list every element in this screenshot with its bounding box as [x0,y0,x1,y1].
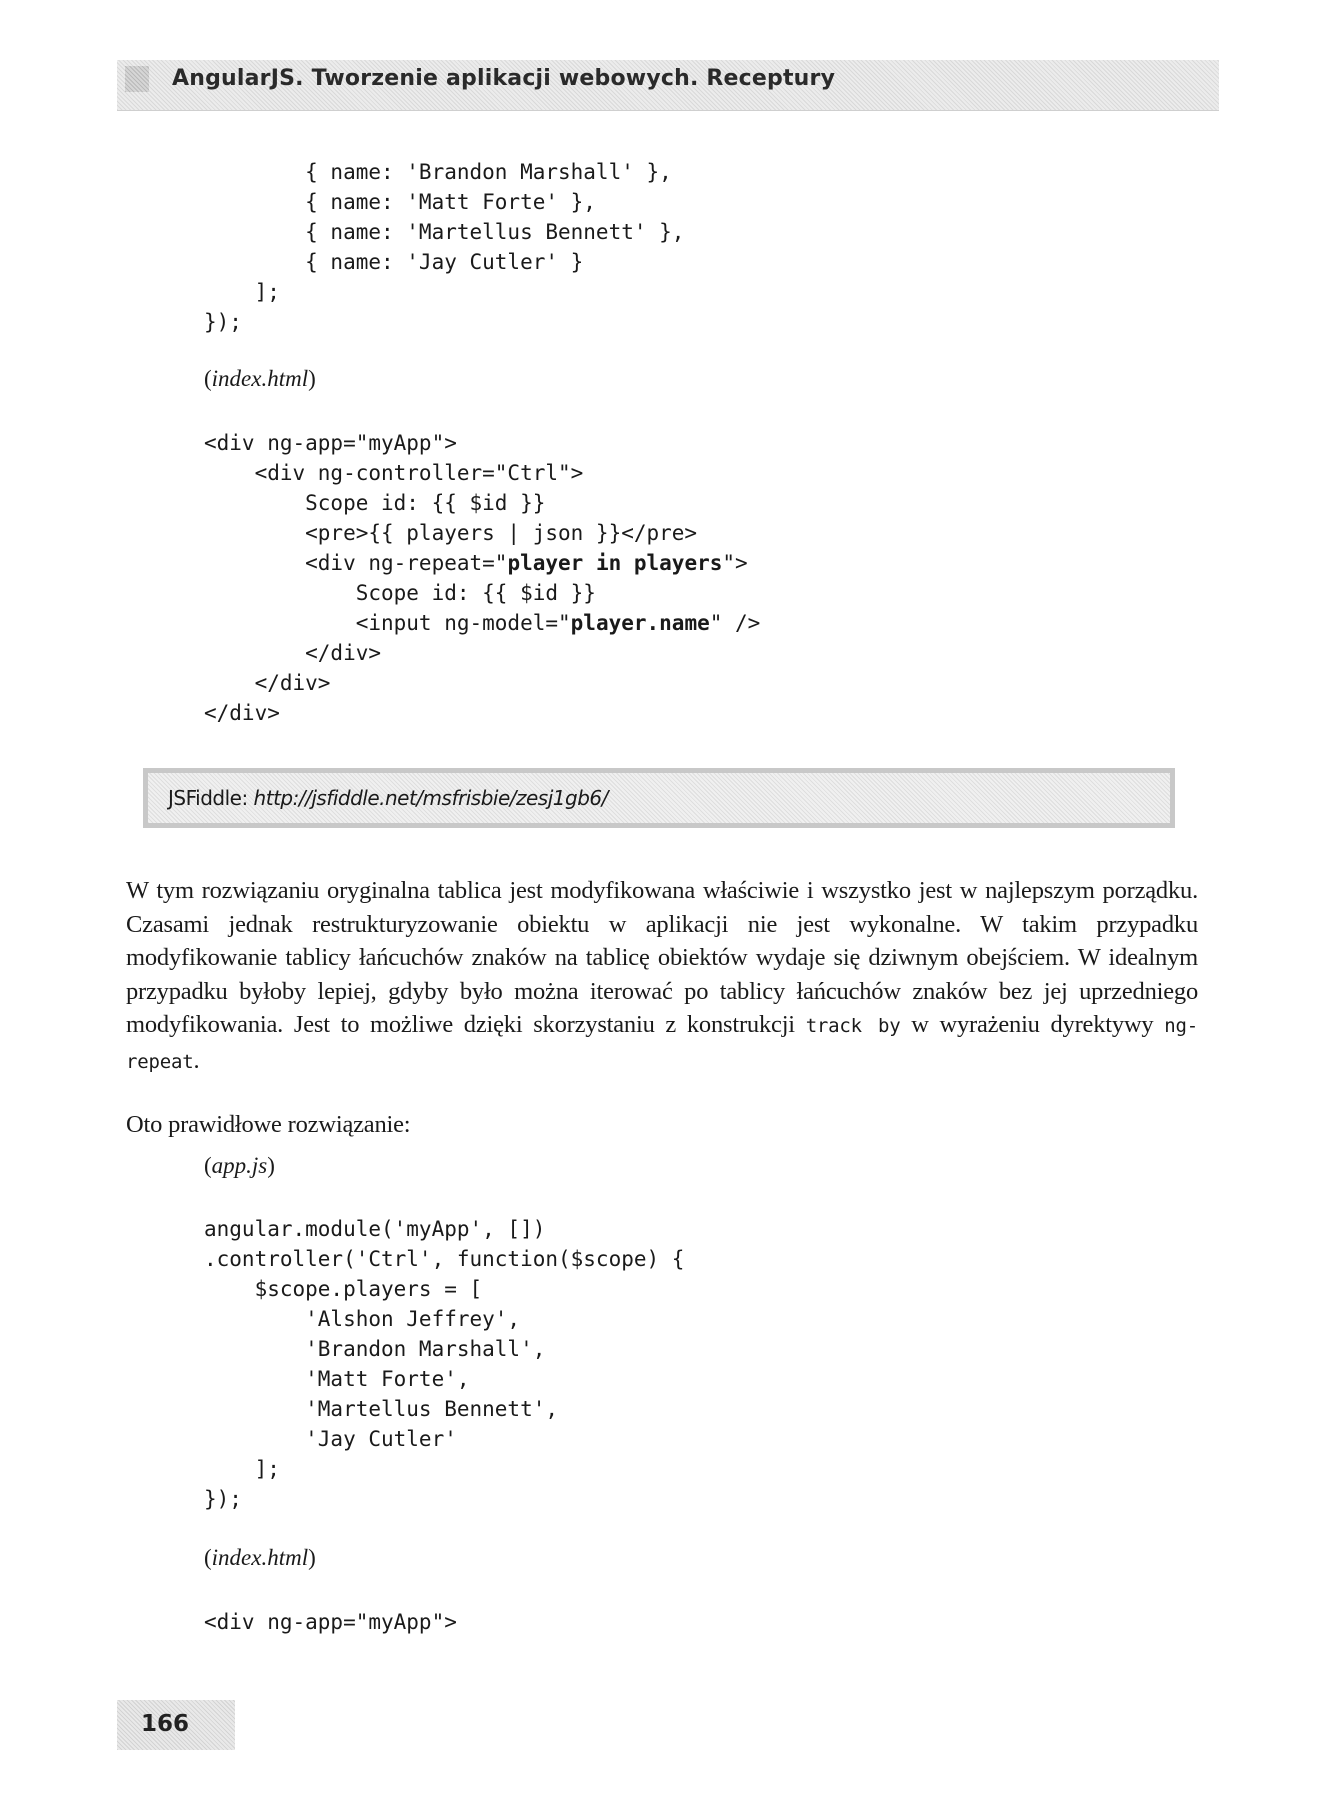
jsfiddle-note [168,786,608,810]
page-number: 166 [141,1711,190,1737]
code-line: </div> [204,671,331,695]
code-line: 'Jay Cutler' [204,1427,457,1451]
code-line: <div ng-repeat="player in players"> [204,551,748,575]
code-line: { name: 'Matt Forte' }, [204,190,596,214]
jsfiddle-label: JSFiddle: [168,786,254,810]
file-caption-index-html: (index.html) [204,366,316,391]
code-line: { name: 'Martellus Bennett' }, [204,220,685,244]
file-caption-app-js: (app.js) [204,1153,275,1178]
code-line: angular.module('myApp', []) [204,1217,546,1241]
code-line: <div ng-app="myApp"> [204,431,457,455]
code-line: { name: 'Jay Cutler' } [204,250,584,274]
code-block-continuation [204,157,684,337]
code-line: { name: 'Brandon Marshall' }, [204,160,672,184]
code-line: 'Martellus Bennett', [204,1397,559,1421]
code-line: 'Alshon Jeffrey', [204,1307,521,1331]
file-name: index.html [211,366,309,391]
code-line: <input ng-model="player.name" /> [204,611,761,635]
jsfiddle-note-box [143,768,1175,828]
header-marker [125,66,149,92]
inline-code-track-by: track by [805,1015,901,1037]
code-line: ]; [204,280,280,304]
code-line: Scope id: {{ $id }} [204,581,596,605]
code-line: .controller('Ctrl', function($scope) { [204,1247,685,1271]
code-line: 'Brandon Marshall', [204,1337,546,1361]
code-highlight: player.name [570,611,710,635]
code-line: }); [204,1487,242,1511]
code-line: }); [204,310,242,334]
code-line: Scope id: {{ $id }} [204,491,546,515]
code-highlight: player in players [507,551,723,575]
code-line: $scope.players = [ [204,1277,483,1301]
body-paragraph: W tym rozwiązaniu oryginalna tablica jest modyfikowana właściwie i wszystko jest w najlepszym porządku. Czasami jednak restrukturyzowanie obiektu w aplikacji nie jest wykonalne. W takim przypadku modyfikowanie tablicy łańcuchów znaków na tablicę obiektów wydaje się dziwnym obejściem. W idealnym przypadku byłoby lepiej, gdyby było można iterować po tablicy łańcuchów znaków bez jej uprzedniego modyfikowania. Jest to możliwe dzięki skorzystaniu z konstrukcji track by w wyrażeniu dyrektywy ng-repeat. [126,877,1198,1074]
code-block-index-html [204,428,760,728]
code-line: 'Matt Forte', [204,1367,470,1391]
code-block-index-html-start [204,1607,457,1637]
code-line: ]; [204,1457,280,1481]
code-line: <pre>{{ players | json }}</pre> [204,521,698,545]
running-header-title: AngularJS. Tworzenie aplikacji webowych. Receptury [172,66,836,91]
file-caption-index-html: (index.html) [204,1545,316,1570]
code-line: <div ng-controller="Ctrl"> [204,461,584,485]
code-line: </div> [204,641,382,665]
code-line: </div> [204,701,280,725]
code-block-app-js [204,1214,684,1514]
code-line: <div ng-app="myApp"> [204,1610,457,1634]
jsfiddle-link[interactable]: http://jsfiddle.net/msfrisbie/zesj1gb6/ [253,786,608,810]
inline-code-ng-repeat: ng-repeat [126,1015,1198,1073]
file-name: app.js [211,1153,268,1178]
file-name: index.html [211,1545,309,1570]
body-paragraph-intro: Oto prawidłowe rozwiązanie: [126,1111,411,1138]
